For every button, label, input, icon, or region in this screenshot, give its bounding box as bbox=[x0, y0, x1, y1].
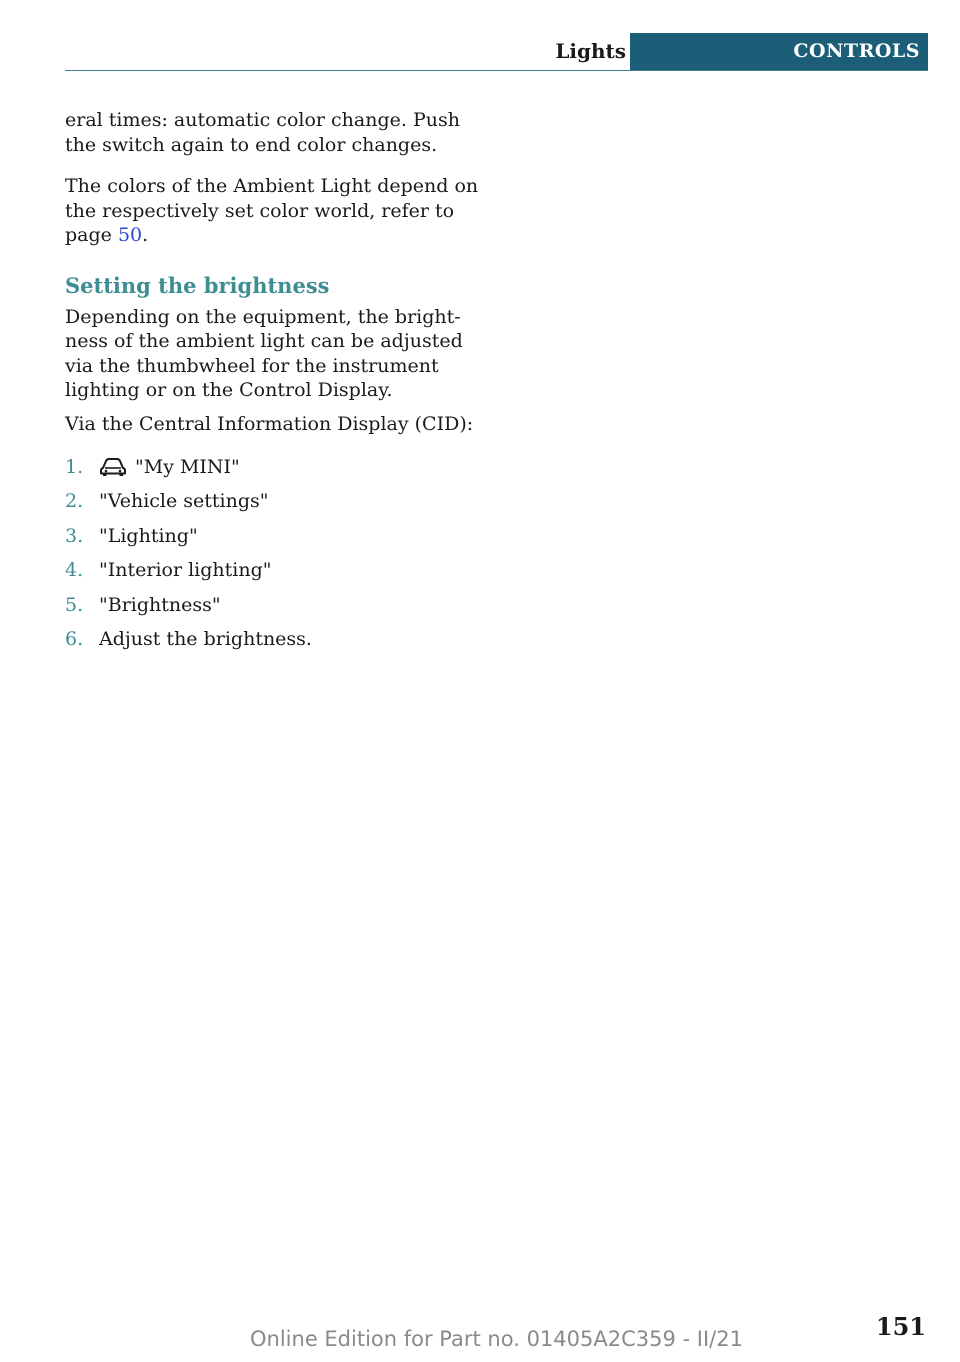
step-number: 5. bbox=[65, 593, 84, 616]
paragraph-color-world bbox=[65, 174, 490, 248]
step-text: "My MINI" bbox=[135, 455, 240, 478]
step-number: 6. bbox=[65, 627, 84, 650]
section-heading: Setting the brightness bbox=[65, 272, 330, 298]
step-text: Adjust the brightness. bbox=[99, 627, 312, 650]
list-item bbox=[65, 553, 490, 587]
footer-edition: Online Edition for Part no. 01405A2C359 - II/21 bbox=[250, 1327, 743, 1351]
step-text: "Vehicle settings" bbox=[99, 490, 269, 513]
step-number: 3. bbox=[65, 524, 84, 547]
step-text: "Lighting" bbox=[99, 524, 198, 547]
step-number: 2. bbox=[65, 490, 84, 513]
list-item bbox=[65, 622, 490, 656]
page-number: 151 bbox=[875, 1312, 926, 1341]
header-rule bbox=[65, 70, 928, 71]
paragraph-color-world-end: . bbox=[142, 224, 149, 246]
list-item bbox=[65, 519, 490, 553]
steps-list bbox=[65, 450, 490, 656]
paragraph-color-change: eral times: automatic color change. Push the switch again to end color changes. bbox=[65, 109, 460, 156]
paragraph-brightness-intro: Depending on the equipment, the bright‐ ness of the ambient light can be adjusted via the thumbwheel for the instrument lighting or on the Control Display. bbox=[65, 305, 463, 401]
step-number: 4. bbox=[65, 559, 84, 582]
page-reference-link[interactable]: 50 bbox=[117, 224, 143, 246]
text-column bbox=[65, 108, 490, 656]
list-item bbox=[65, 450, 490, 484]
car-icon bbox=[99, 457, 127, 477]
paragraph-cid-intro: Via the Central Information Display (CID): bbox=[65, 412, 474, 435]
step-text: "Brightness" bbox=[99, 593, 221, 616]
header-chapter-tab: CONTROLS bbox=[630, 33, 928, 70]
step-text: "Interior lighting" bbox=[99, 559, 272, 582]
paragraph-color-world-text: The colors of the Ambient Light depend on the respectively set color world, refer to page bbox=[65, 175, 479, 246]
list-item bbox=[65, 484, 490, 518]
header-section-title: Lights bbox=[555, 39, 626, 63]
step-number: 1. bbox=[65, 455, 84, 478]
list-item bbox=[65, 588, 490, 622]
